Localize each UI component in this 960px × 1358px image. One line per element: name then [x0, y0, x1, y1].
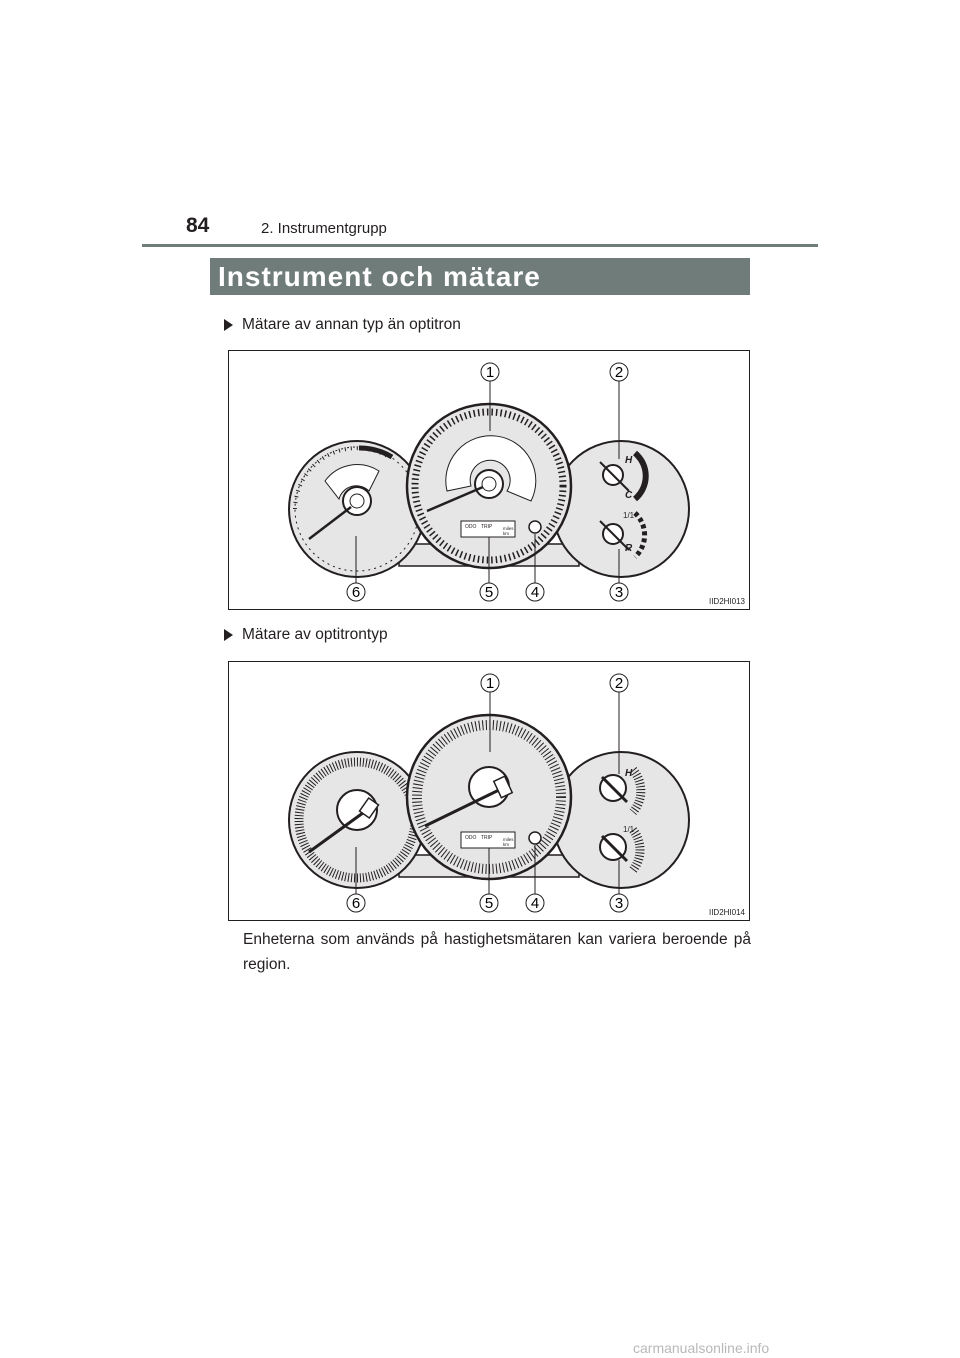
callout-2 — [610, 363, 628, 381]
svg-text:5: 5 — [484, 584, 494, 601]
instrument-cluster-illustration — [229, 351, 749, 609]
figure-2-caption — [224, 626, 388, 644]
callout-4 — [526, 894, 544, 912]
fuel-empty-mark: R — [625, 543, 633, 554]
figure-1-caption — [224, 316, 461, 334]
figure-2 — [228, 661, 750, 921]
section-title: Instrument och mätare — [218, 261, 541, 292]
odo-label: ODO — [465, 524, 477, 530]
figure-2-id: IID2HI014 — [708, 908, 745, 917]
svg-text:2: 2 — [614, 675, 624, 692]
temp-high-mark-2: H — [625, 768, 633, 779]
odo-label-2: ODO — [465, 835, 477, 841]
svg-text:5: 5 — [484, 895, 494, 912]
callout-6 — [347, 583, 365, 601]
temp-high-mark: H — [625, 455, 633, 466]
optitron-cluster-illustration — [229, 662, 749, 920]
footer-watermark: carmanualsonline.info — [633, 1340, 770, 1356]
fuel-full-mark: 1/1 — [623, 511, 635, 520]
temp-low-mark: C — [625, 490, 633, 501]
chapter-title: 2. Instrumentgrupp — [261, 220, 387, 237]
callout-6 — [347, 894, 365, 912]
header-rule — [142, 244, 818, 247]
bullet-triangle-icon — [224, 319, 233, 331]
figure-2-caption-text: Mätare av optitrontyp — [242, 626, 388, 643]
unit-miles: miles — [503, 526, 514, 531]
callout-4 — [526, 583, 544, 601]
svg-text:1: 1 — [485, 675, 495, 692]
svg-text:1: 1 — [485, 364, 495, 381]
svg-text:3: 3 — [614, 584, 624, 601]
svg-text:6: 6 — [351, 584, 361, 601]
svg-text:6: 6 — [351, 895, 361, 912]
bullet-triangle-icon — [224, 629, 233, 641]
svg-text:3: 3 — [614, 895, 624, 912]
callout-1 — [481, 363, 499, 381]
page-number: 84 — [186, 214, 210, 237]
body-paragraph: Enheterna som används på hastighetsmätaren kan variera beroende på region. — [243, 931, 751, 973]
unit-km-2: km — [503, 842, 509, 847]
callout-3 — [610, 583, 628, 601]
svg-text:4: 4 — [530, 584, 540, 601]
callout-1 — [481, 674, 499, 692]
figure-1-id: IID2HI013 — [708, 597, 745, 606]
callout-3 — [610, 894, 628, 912]
trip-label-2: TRIP — [481, 835, 493, 841]
figure-1 — [228, 350, 750, 610]
callout-2 — [610, 674, 628, 692]
unit-km: km — [503, 531, 509, 536]
trip-label: TRIP — [481, 524, 493, 530]
figure-1-caption-text: Mätare av annan typ än optitron — [242, 316, 461, 333]
svg-text:4: 4 — [530, 895, 540, 912]
fuel-full-mark-2: 1/1 — [623, 825, 635, 834]
callout-5 — [480, 894, 498, 912]
section-header — [210, 258, 750, 295]
svg-text:2: 2 — [614, 364, 624, 381]
unit-miles-2: miles — [503, 837, 514, 842]
callout-5 — [480, 583, 498, 601]
